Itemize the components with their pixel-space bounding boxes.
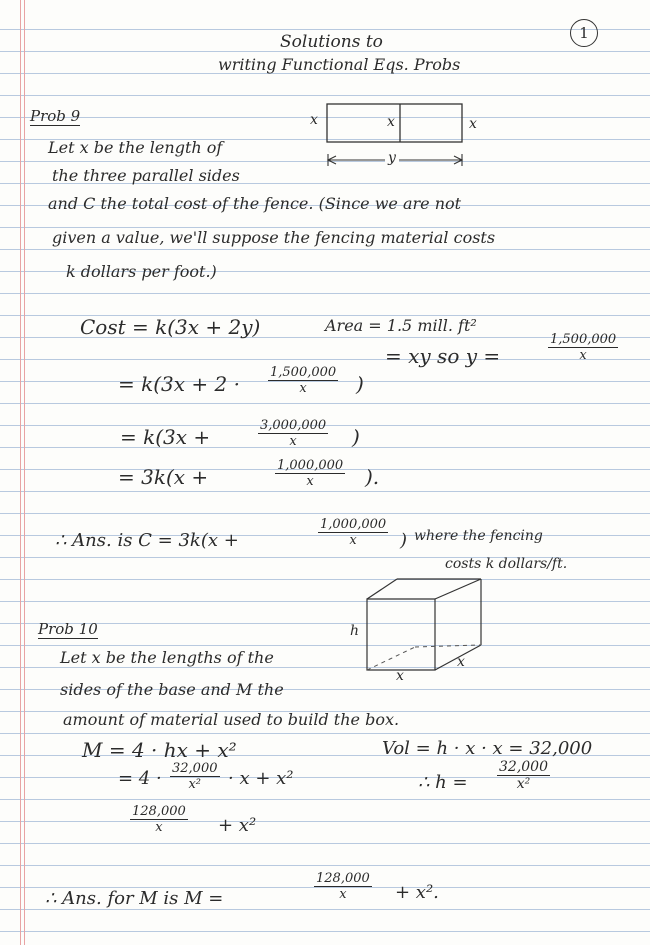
title-line-1: Solutions to (280, 32, 383, 52)
volume-equation: Vol = h · x · x = 32,000 (382, 738, 593, 759)
step1-post: ) (356, 372, 364, 396)
prob10-intro-2: sides of the base and M the (60, 680, 284, 699)
m-equation-3-fraction: $\frac{128,000}{x}$ (132, 804, 186, 835)
step2-post: ) (352, 425, 360, 449)
prob9-answer-pre: ∴ Ans. is C = 3k(x + (55, 530, 239, 551)
m-equation-2-fraction: $\frac{32,000}{\text{x²}}$ (172, 761, 218, 792)
step3-pre: = 3k(x + (118, 465, 209, 489)
prob9-answer-note-1: where the fencing (414, 528, 543, 544)
h-equation-fraction: $\frac{32,000}{\text{x²}}$ (499, 759, 548, 792)
prob10-intro-3: amount of material used to build the box. (63, 710, 400, 729)
step1-fraction: $\frac{1,500,000}{x}$ (270, 365, 337, 396)
step1-pre: = k(3x + 2 · (118, 372, 240, 396)
fence-label-y: y (385, 150, 399, 166)
m-equation-2-post: · x + x² (228, 768, 294, 789)
prob10-heading: Prob 10 (38, 620, 98, 638)
h-equation-pre: ∴ h = (418, 772, 468, 793)
step3-post: ). (365, 465, 380, 489)
page-number: 1 (570, 19, 598, 47)
margin-line-left (20, 0, 21, 945)
step2-fraction: $\frac{3,000,000}{x}$ (260, 418, 327, 449)
area-fraction: $\frac{1,500,000}{x}$ (550, 332, 617, 363)
prob10-answer-pre: ∴ Ans. for M is M = (45, 888, 224, 909)
prob10-intro-1: Let x be the lengths of the (60, 648, 274, 667)
prob9-answer-fraction: $\frac{1,000,000}{x}$ (320, 517, 387, 548)
m-equation-1: M = 4 · hx + x² (82, 738, 237, 762)
m-equation-2-pre: = 4 · (118, 768, 162, 789)
prob9-intro-4: given a value, we'll suppose the fencing material costs (52, 228, 496, 247)
area-equation: Area = 1.5 mill. ft² (325, 316, 477, 335)
step2-pre: = k(3x + (120, 425, 211, 449)
prob9-intro-3: and C the total cost of the fence. (Since we are not (48, 194, 462, 213)
box-label-x-front: x (396, 668, 404, 684)
step3-fraction: $\frac{1,000,000}{x}$ (277, 458, 344, 489)
cost-equation: Cost = k(3x + 2y) (80, 315, 261, 339)
prob9-answer-note-2: costs k dollars/ft. (445, 556, 568, 572)
prob9-intro-2: the three parallel sides (52, 166, 240, 185)
prob9-answer-post: ) (400, 530, 408, 551)
prob9-heading: Prob 9 (30, 107, 81, 125)
fence-label-x-mid: x (387, 114, 395, 130)
title-line-2: writing Functional Eqs. Probs (218, 55, 461, 74)
prob9-intro-5: k dollars per foot.) (66, 262, 217, 281)
area-xy: = xy so y = (385, 344, 501, 368)
box-diagram (355, 575, 505, 685)
box-label-x-side: x (457, 654, 465, 670)
m-equation-3-post: + x² (218, 815, 257, 836)
fence-label-x-left: x (310, 112, 318, 128)
fence-diagram (300, 100, 500, 180)
fence-label-x-right: x (469, 116, 477, 132)
prob10-answer-post: + x². (395, 882, 439, 903)
prob9-intro-1: Let x be the length of (48, 138, 223, 157)
prob10-answer-fraction: $\frac{128,000}{x}$ (316, 871, 370, 902)
margin-line-right (24, 0, 25, 945)
box-label-h: h (350, 623, 360, 639)
